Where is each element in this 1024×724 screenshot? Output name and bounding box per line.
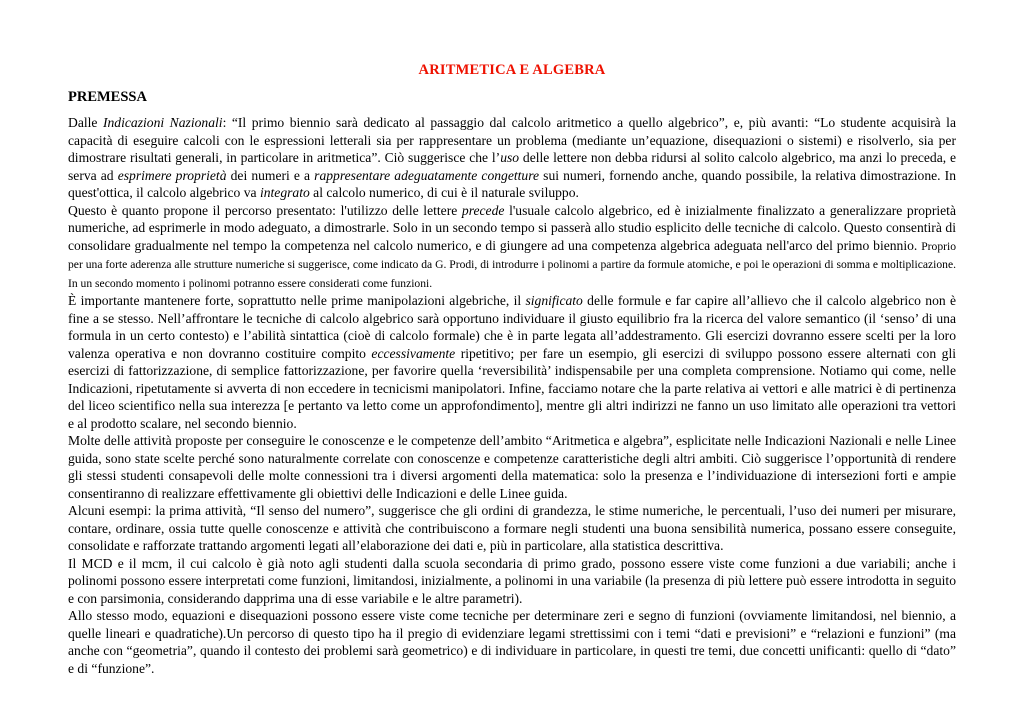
section-heading: PREMESSA <box>68 89 147 105</box>
paragraph <box>68 202 956 293</box>
text-run: uso <box>500 150 520 165</box>
text-run: Alcuni esempi: la prima attività, “Il senso del numero”, suggerisce che gli ordini di grandezza, le stime numeriche, le percentuali, l’uso dei numeri per misurare, contare, ordinare, ossia tutte quelle conoscenze e attività che contribuiscono a formare negli studenti una buona sensibilità numerica, possano essere conseguite, consolidate e rafforzate trattando argomenti legati all’elaborazione dei dati e, più in particolare, alla statistica descrittiva. <box>68 503 956 553</box>
paragraph <box>68 292 956 432</box>
text-run: l'usuale calcolo algebrico, ed è inizialmente finalizzato a generalizzare proprietà numeriche, ad esprimerle in modo adeguato, a dimostrarle. Solo in un secondo tempo si passerà allo studio esplicito delle tecniche di calcolo. Questo consentirà di consolidare gradualmente nel tempo la competenza nel calcolo numerico, e di giungere ad una competenza algebrica adeguata nell'arco del primo biennio. <box>68 202 956 253</box>
page-title: ARITMETICA E ALGEBRA <box>418 62 606 78</box>
document-body <box>68 114 956 677</box>
text-run: esprimere proprietà <box>117 167 227 183</box>
paragraph <box>68 114 956 202</box>
text-run: sui numeri, fornendo anche, quando possibile, la relativa dimostrazione. In quest'ottica, il calcolo algebrico va <box>68 167 956 200</box>
paragraph <box>68 555 956 608</box>
text-run: : “Il primo biennio sarà dedicato al passaggio dal calcolo aritmetico a quello algebrico”, e, più avanti: “Lo studente acquisirà la capacità di eseguire calcoli con le espressioni letterali sia per rappresentare un problema (mediante un’equazione, disequazioni o sistemi) e risolverlo, sia per dimostrare risultati generali, in particolare in aritmetica”. Ciò suggerisce che l’ <box>68 115 956 165</box>
text-run: delle lettere non debba ridursi al solito calcolo algebrico, ma anzi lo preceda, e serva ad <box>68 150 956 183</box>
text-run: Allo stesso modo, equazioni e disequazioni possono essere viste come tecniche per determinare zeri e segno di funzioni (ovviamente limitandosi, nel biennio, a quelle lineari e quadratiche).Un percorso di questo tipo ha il pregio di evidenziare legami strettissimi con i temi “dati e previsioni” e “relazioni e funzioni” (ma anche con “geometria”, quando il contesto dei problemi sarà geometrico) e di individuare in particolare, in questi tre temi, due concetti unificanti: quello di “dato” e di “funzione”. <box>68 608 956 676</box>
text-run: al calcolo numerico, di cui è il naturale sviluppo. <box>309 185 579 200</box>
text-run: significato <box>525 293 583 308</box>
text-run: Indicazioni Nazionali <box>102 115 223 130</box>
text-run: È importante mantenere forte, soprattutto nelle prime manipolazioni algebriche, il <box>68 293 526 308</box>
text-run: Molte delle attività proposte per conseguire le conoscenze e le competenze dell’ambito “Aritmetica e algebra”, esplicitate nelle Indicazioni Nazionali e nelle Linee guida, sono state scelte perché sono naturalmente correlate con conoscenze e competenze caratteristiche degli altri ambiti. Ciò suggerisce l’opportunità di rendere gli stessi studenti consapevoli delle molte connessioni tra i diversi argomenti della matematica: solo la presenza e l’individuazione di intersezioni forti e ampie consentiranno di realizzare effettivamente gli obiettivi delle Indicazioni e delle Linee guida. <box>68 433 956 501</box>
text-run: dei numeri e a <box>226 167 315 183</box>
text-run: eccessivamente <box>371 345 456 361</box>
text-run: Questo è quanto propone il percorso presentato: l'utilizzo delle lettere <box>68 202 462 218</box>
text-run: Il MCD e il mcm, il cui calcolo è già noto agli studenti dalla scuola secondaria di primo grado, possono essere viste come funzioni a due variabili; anche i polinomi possono essere interpretati come funzioni, limitandosi, inizialmente, a polinomi in una variabile (la presenza di più lettere può essere introdotta in seguito e con parsimonia, considerando dapprima una di esse variabile e le altre parametri). <box>68 555 956 606</box>
text-run: Dalle <box>68 115 103 130</box>
text-run: integrato <box>259 185 310 200</box>
text-run: rappresentare adeguatamente congetture <box>314 167 540 183</box>
text-run: ripetitivo; per fare un esempio, gli esercizi di sviluppo possono essere alternati con gli esercizi di fattorizzazione, di semplice fattorizzazione, per favorire quella ‘reversibilità’ indispensabile per una completa comprensione. Notiamo qui come, nelle Indicazioni, ripetutamente si avverta di non eccedere in tecnicismi manipolatori. Infine, facciamo notare che la parte relativa ai vettori e alle matrici è di pertinenza del liceo scientifico nella sua interezza [e pertanto va letto come un approfondimento], mentre gli altri indirizzi ne fanno un uso limitato alle operazioni tra vettori e al prodotto scalare, nel secondo biennio. <box>68 345 956 431</box>
paragraph <box>68 502 956 555</box>
text-run: precede <box>461 202 505 218</box>
paragraph <box>68 432 956 502</box>
text-run: Proprio per una forte aderenza alle strutture numeriche si suggerisce, come indicato da G. Prodi, di introdurre i polinomi a partire da formule atomiche, e poi le operazioni di somma e moltiplicazione. In un secondo momento i polinomi potranno essere considerati come funzioni. <box>68 239 956 290</box>
text-run: delle formule e far capire all’allievo che il calcolo algebrico non è fine a se stesso. Nell’affrontare le tecniche di calcolo algebrico sarà opportuno individuare il giusto equilibrio fra la ricerca del valore semantico (il ‘senso’ di una formula in un certo contesto) e l’abilità sintattica (cioè di calcolo formale) che è in parte legata all’addestramento. Gli esercizi dovranno essere scelti per la loro valenza operativa e non dovranno costituire compito <box>68 293 956 361</box>
paragraph <box>68 607 956 677</box>
